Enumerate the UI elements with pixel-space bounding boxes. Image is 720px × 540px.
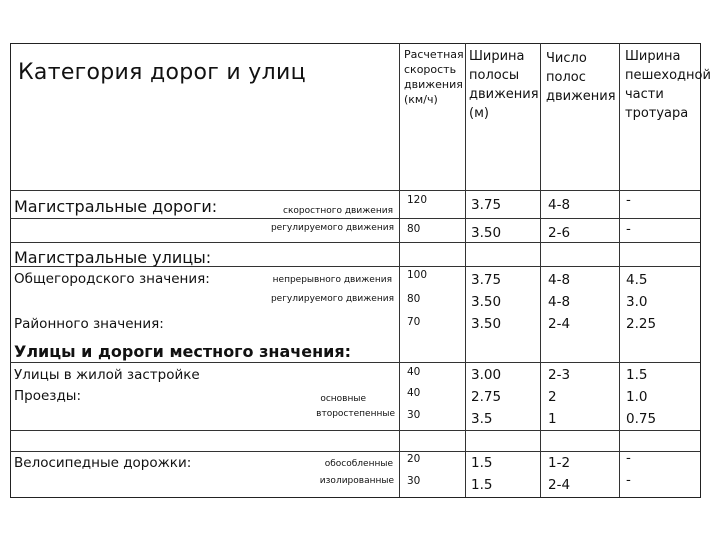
lanes-value: 2-4: [548, 477, 571, 493]
section-city-wide: Общегородского значения:: [14, 271, 210, 287]
row-rule: [10, 218, 700, 219]
lanes-value: 2-4: [548, 316, 571, 332]
lane-width-value: 3.50: [471, 294, 502, 310]
type-isolated: изолированные: [319, 476, 394, 486]
section-local: Улицы и дороги местного значения:: [14, 342, 352, 361]
lane-width-value: 3.75: [471, 197, 502, 213]
header-speed: Расчетная скорость движения (км/ч): [404, 48, 464, 106]
lane-width-value: 3.50: [471, 316, 502, 332]
sidewalk-value: -: [626, 192, 631, 208]
table-title: Категория дорог и улиц: [18, 60, 306, 85]
speed-value: 30: [407, 475, 421, 487]
section-bike: Велосипедные дорожки:: [14, 455, 192, 471]
column-rule: [399, 43, 400, 497]
speed-value: 80: [407, 293, 421, 305]
speed-value: 100: [407, 269, 428, 281]
sidewalk-value: 4.5: [626, 272, 648, 288]
column-rule: [540, 43, 541, 497]
speed-value: 70: [407, 316, 421, 328]
type-regulated: регулируемого движения: [270, 294, 394, 304]
header-lanes: Число полос движения: [546, 51, 616, 104]
sidewalk-value: -: [626, 450, 631, 466]
lanes-value: 4-8: [548, 294, 571, 310]
speed-value: 30: [407, 409, 421, 421]
lane-width-value: 2.75: [471, 389, 502, 405]
row-rule: [10, 242, 700, 243]
sidewalk-value: -: [626, 472, 631, 488]
column-rule: [619, 43, 620, 497]
row-rule: [10, 430, 700, 431]
speed-value: 80: [407, 223, 421, 235]
lane-width-value: 1.5: [471, 455, 493, 471]
header-lane-width: Ширина полосы движения (м): [469, 49, 539, 121]
lanes-value: 1: [548, 411, 557, 427]
sidewalk-value: 0.75: [626, 411, 657, 427]
speed-value: 20: [407, 453, 421, 465]
speed-value: 120: [407, 194, 428, 206]
lanes-value: 2-6: [548, 225, 571, 241]
lane-width-value: 1.5: [471, 477, 493, 493]
lane-width-value: 3.00: [471, 367, 502, 383]
section-main-streets: Магистральные улицы:: [14, 248, 212, 267]
sidewalk-value: 1.0: [626, 389, 648, 405]
lane-width-value: 3.75: [471, 272, 502, 288]
header-bottom-rule: [10, 190, 700, 191]
header-sidewalk: Ширина пешеходной части тротуара: [625, 49, 711, 121]
lanes-value: 1-2: [548, 455, 571, 471]
section-driveways: Проезды:: [14, 388, 82, 404]
row-rule: [10, 362, 700, 363]
lanes-value: 2: [548, 389, 557, 405]
sidewalk-value: -: [626, 221, 631, 237]
section-district: Районного значения:: [14, 316, 164, 332]
type-continuous: непрерывного движения: [272, 275, 392, 285]
section-residential: Улицы в жилой застройке: [14, 367, 200, 383]
lanes-value: 2-3: [548, 367, 571, 383]
type-secondary: второстепенные: [316, 409, 395, 419]
sidewalk-value: 3.0: [626, 294, 648, 310]
speed-value: 40: [407, 366, 421, 378]
lanes-value: 4-8: [548, 272, 571, 288]
type-regulated: регулируемого движения: [270, 223, 394, 233]
row-rule: [10, 451, 700, 452]
lane-width-value: 3.5: [471, 411, 493, 427]
speed-value: 40: [407, 387, 421, 399]
type-separate: обособленные: [324, 459, 393, 469]
lane-width-value: 3.50: [471, 225, 502, 241]
column-rule: [465, 43, 466, 497]
lanes-value: 4-8: [548, 197, 571, 213]
sidewalk-value: 2.25: [626, 316, 657, 332]
sidewalk-value: 1.5: [626, 367, 648, 383]
type-main: основные: [320, 394, 366, 404]
type-express: скоростного движения: [283, 206, 393, 216]
section-highways: Магистральные дороги:: [14, 197, 218, 216]
